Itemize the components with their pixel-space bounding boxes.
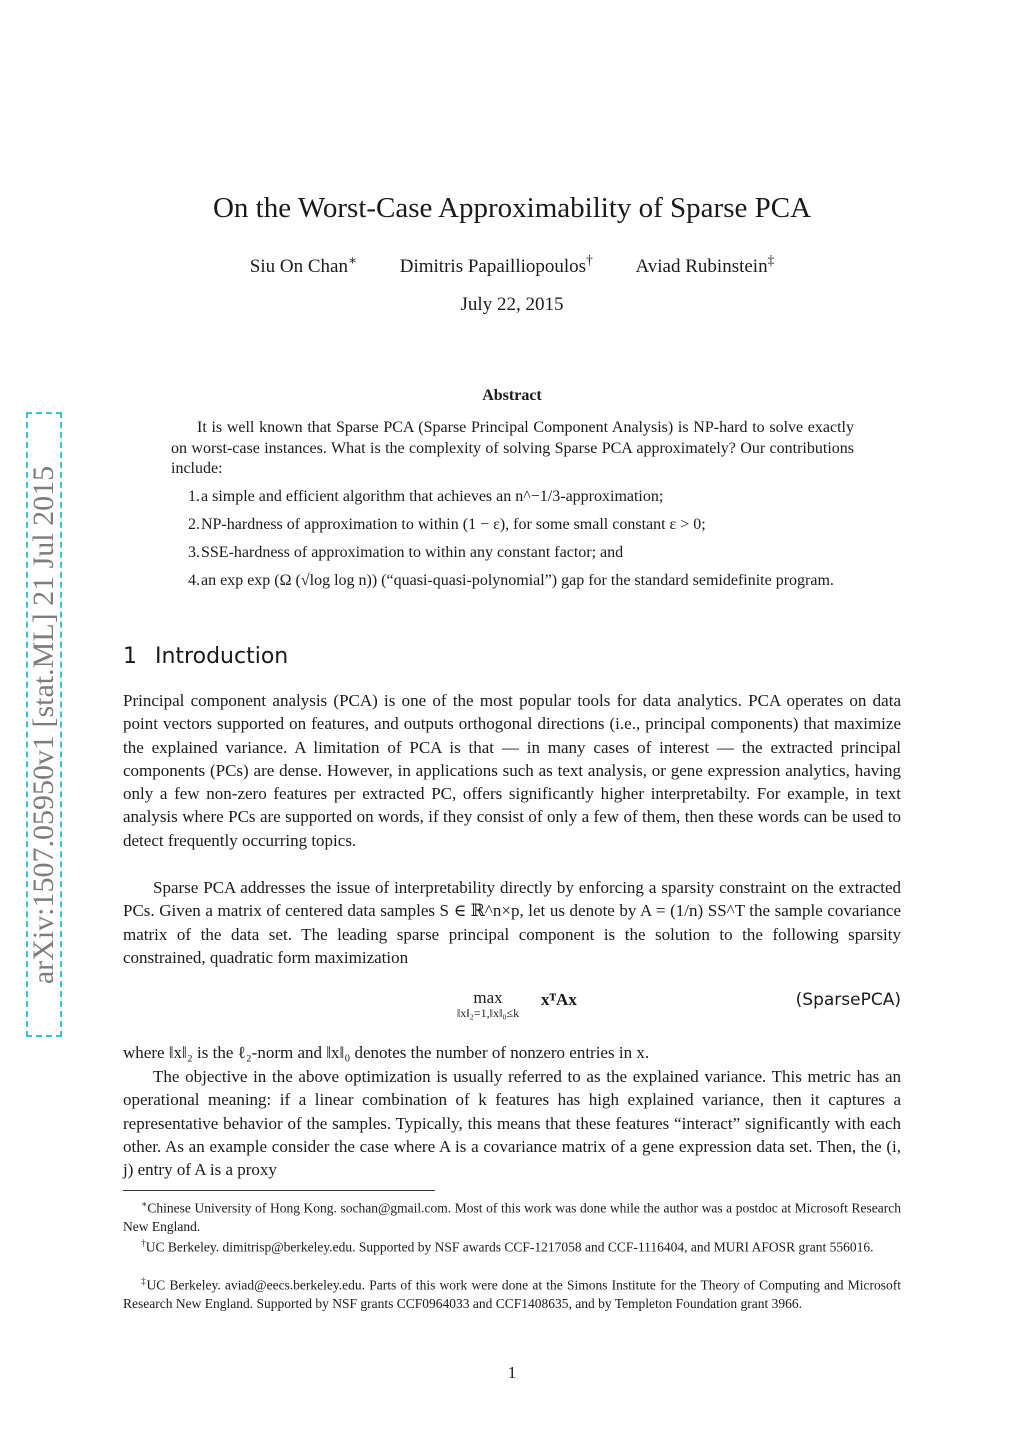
- equation-sparsepca: [123, 988, 901, 1028]
- list-item: 3. SSE-hardness of approximation to within any constant factor; and: [188, 544, 624, 561]
- equation-operator: max ‖x‖₂=1,‖x‖₀≤k: [456, 988, 520, 1020]
- intro-paragraph-1: Principal component analysis (PCA) is one of the most popular tools for data analytics. PCA operates on data point vectors supported on features, and outputs orthogonal directions (i.e., principal components) that maximize the explained variance. A limitation of PCA is that — in many cases of interest — the extracted principal components (PCs) are dense. However, in applications such as text analysis, or gene expression analytics, having only a few non-zero features per extracted PC, offers significantly higher interpretabilty. For example, in text analysis where PCs are supported on words, if they consist of only a few of them, then these words can be used to detect frequently occurring topics.: [123, 691, 901, 850]
- abstract-paragraph: It is well known that Sparse PCA (Sparse Principal Component Analysis) is NP-hard to solve exactly on worst-case instances. What is the complexity of solving Sparse PCA approximately? Our contributions include:: [171, 419, 854, 477]
- page-number: 1: [507, 1363, 517, 1382]
- footnote-3: ‡UC Berkeley. aviad@eecs.berkeley.edu. Parts of this work were done at the Simons Institute for the Theory of Computing and Microsoft Research New England. Supported by NSF grants CCF0964033 and CCF1408635, and by Templeton Foundation grant 3966.: [123, 1277, 901, 1311]
- section-heading: [123, 644, 288, 669]
- abstract-body: [171, 418, 854, 480]
- paper-title: On the Worst-Case Approximability of Sparse PCA: [212, 192, 812, 224]
- author-3: Aviad Rubinstein‡: [635, 253, 775, 278]
- list-item: 1. a simple and efficient algorithm that achieves an n^−1/3-approximation;: [188, 488, 664, 505]
- section-title: Introduction: [155, 644, 289, 669]
- intro-paragraph-4: The objective in the above optimization is usually referred to as the explained variance. This metric has an operational meaning: if a linear combination of k features has high explained variance, then it captures a representative behavior of the samples. Typically, this means that these features “interact” significantly with each other. As an example consider the case where A is a covariance matrix of a gene expression data set. Then, the (i, j) entry of A is a proxy: [123, 1067, 901, 1180]
- intro-paragraph-2: Sparse PCA addresses the issue of interpretability directly by enforcing a sparsity constraint on the extracted PCs. Given a matrix of centered data samples S ∈ ℝ^n×p, let us denote by A = (1/n) SS^T the sample covariance matrix of the data set. The leading sparse principal component is the solution to the following sparsity constrained, quadratic form maximization: [123, 878, 901, 967]
- paper-date: July 22, 2015: [460, 294, 564, 315]
- arxiv-stamp-box: [26, 412, 62, 1037]
- abstract-list: [171, 487, 854, 599]
- arxiv-stamp: arXiv:1507.05950v1 [stat.ML] 21 Jul 2015: [27, 465, 60, 984]
- equation-body: xᵀAx: [541, 990, 577, 1009]
- section-number: 1: [123, 644, 137, 669]
- list-item: 4. an exp exp (Ω (√log log n)) (“quasi-quasi-polynomial”) gap for the standard semidefinite program.: [188, 572, 834, 589]
- footnote-rule: [123, 1190, 435, 1191]
- author-list: [0, 253, 1024, 278]
- intro-paragraph-3: where ‖x‖₂ is the ℓ₂-norm and ‖x‖₀ denotes the number of nonzero entries in x.: [123, 1043, 650, 1062]
- footnote-2: †UC Berkeley. dimitrisp@berkeley.edu. Supported by NSF awards CCF-1217058 and CCF-1116404, and MURI AFOSR grant 556016.: [141, 1239, 874, 1255]
- author-1: Siu On Chan∗: [249, 253, 357, 278]
- author-2: Dimitris Papailliopoulos†: [399, 253, 593, 278]
- equation-tag: (SparsePCA): [795, 990, 901, 1010]
- abstract-heading: Abstract: [482, 387, 542, 404]
- list-item: 2. NP-hardness of approximation to within (1 − ε), for some small constant ε > 0;: [188, 516, 706, 533]
- footnote-1: ∗Chinese University of Hong Kong. sochan@gmail.com. Most of this work was done while the author was a postdoc at Microsoft Research New England.: [123, 1200, 901, 1234]
